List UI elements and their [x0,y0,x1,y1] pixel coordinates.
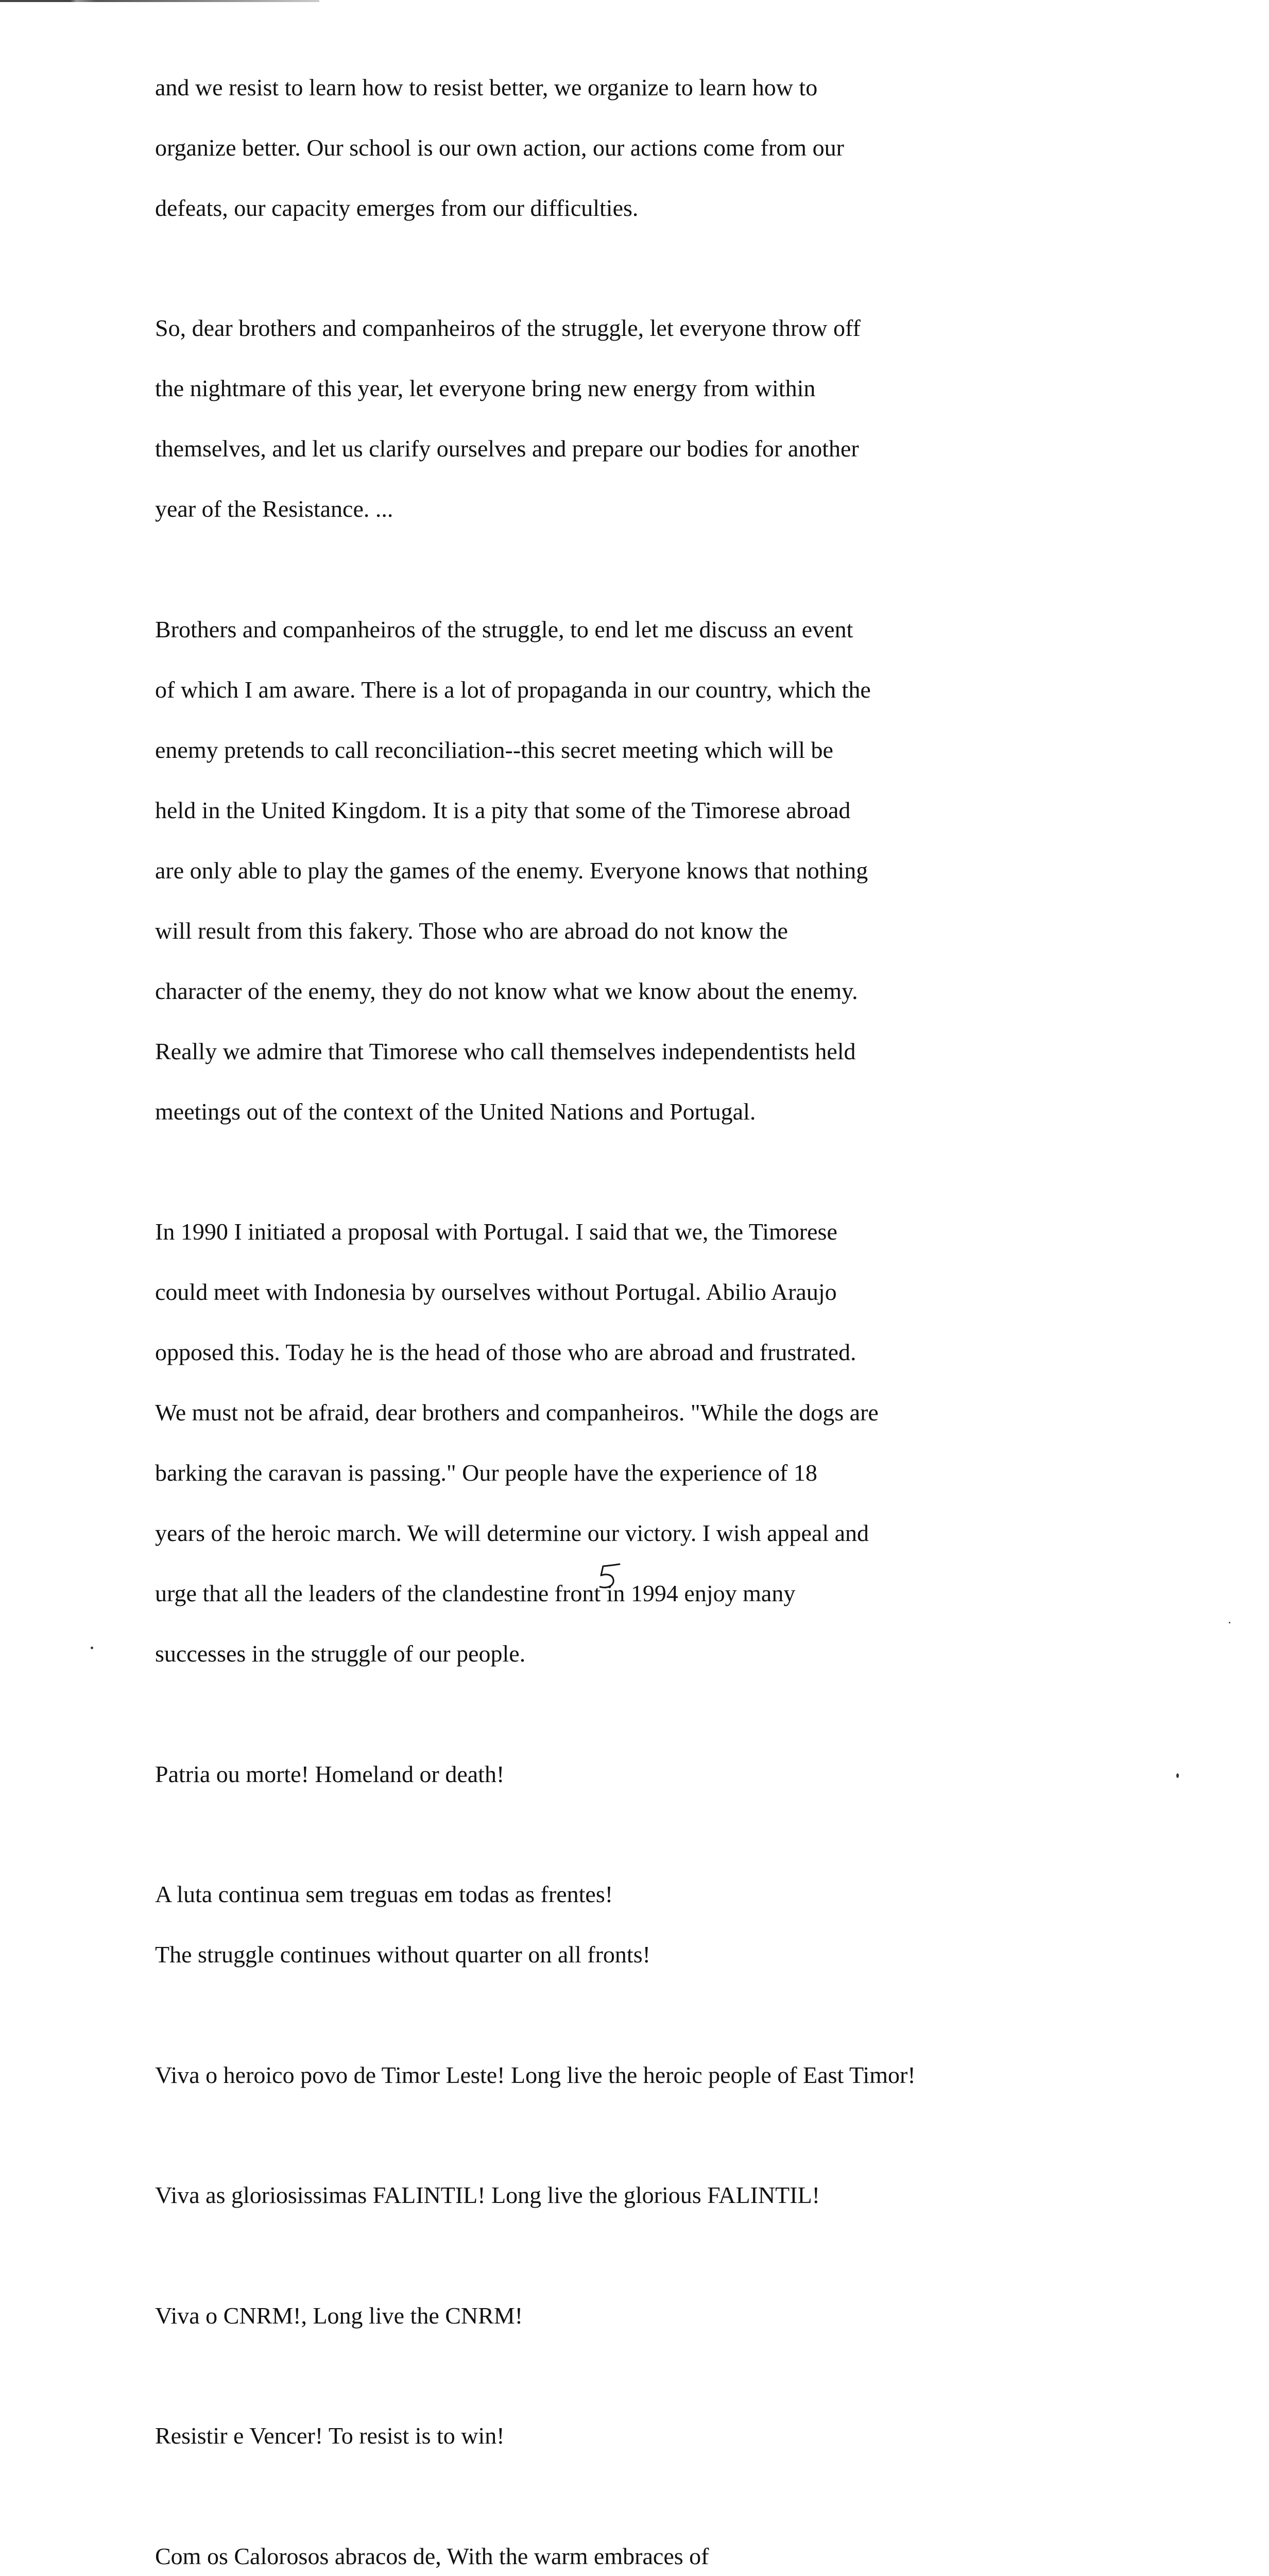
text-line: themselves, and let us clarify ourselves and prepare our bodies for another [155,435,859,462]
slogan-luta-continua [155,1850,1061,2001]
text-line: barking the caravan is passing." Our people have the experience of 18 [155,1460,817,1486]
text-line: successes in the struggle of our people. [155,1640,526,1667]
text-line: of which I am aware. There is a lot of propaganda in our country, which the [155,676,871,703]
text-line: will result from this fakery. Those who are abroad do not know the [155,917,788,944]
text-line: urge that all the leaders of the clandestine front in 1994 enjoy many [155,1580,796,1606]
closing-embraces [155,2511,1061,2576]
text-line: enemy pretends to call reconciliation--this secret meeting which will be [155,736,833,763]
paragraph-resist-learn [155,42,1061,253]
text-line: opposed this. Today he is the head of those who are abroad and frustrated. [155,1339,856,1365]
text-line: defeats, our capacity emerges from our difficulties. [155,194,639,221]
scan-speck [1176,1773,1179,1778]
scan-speck [91,1647,93,1649]
text-line: organize better. Our school is our own action, our actions come from our [155,134,844,161]
text-line: Com os Calorosos abracos de, With the warm embraces of [155,2543,709,2569]
text-line: In 1990 I initiated a proposal with Portugal. I said that we, the Timorese [155,1218,837,1245]
paragraph-proposal-1990 [155,1187,1061,1700]
slogan-patria [155,1729,1061,1820]
scan-edge-mark [0,0,319,2]
text-line: Viva o CNRM!, Long live the CNRM! [155,2302,523,2329]
text-line: Brothers and companheiros of the struggle, to end let me discuss an event [155,616,853,642]
text-line: Resistir e Vencer! To resist is to win! [155,2422,505,2449]
text-line: the nightmare of this year, let everyone bring new energy from within [155,375,816,401]
text-line: Really we admire that Timorese who call themselves independentists held [155,1038,856,1064]
slogan-viva-cnrm [155,2270,1061,2361]
text-line: are only able to play the games of the enemy. Everyone knows that nothing [155,857,868,884]
text-line: held in the United Kingdom. It is a pity that some of the Timorese abroad [155,796,851,823]
paragraph-reconciliation [155,584,1061,1157]
document-page [155,42,1061,2576]
paragraph-dear-brothers [155,283,1061,555]
text-line: character of the enemy, they do not know what we know about the enemy. [155,977,858,1004]
slogan-viva-povo [155,2030,1061,2121]
text-line: The struggle continues without quarter on all fronts! [155,1941,650,1968]
text-line: Viva as gloriosissimas FALINTIL! Long live the glorious FALINTIL! [155,2182,820,2208]
text-line: A luta continua sem treguas em todas as frentes! [155,1881,613,1907]
slogan-viva-falintil [155,2150,1061,2241]
text-line: So, dear brothers and companheiros of the struggle, let everyone throw off [155,315,861,341]
handwritten-page-number [590,1561,626,1592]
text-line: Viva o heroico povo de Timor Leste! Long live the heroic people of East Timor! [155,2061,916,2088]
text-line: We must not be afraid, dear brothers and companheiros. "While the dogs are [155,1399,879,1426]
text-line: years of the heroic march. We will determine our victory. I wish appeal and [155,1520,869,1546]
text-line: could meet with Indonesia by ourselves without Portugal. Abilio Araujo [155,1279,837,1305]
slogan-resistir [155,2391,1061,2482]
scan-speck [1229,1622,1230,1623]
text-line: meetings out of the context of the United Nations and Portugal. [155,1098,756,1125]
text-line: year of the Resistance. ... [155,496,393,522]
text-line: and we resist to learn how to resist better, we organize to learn how to [155,74,818,100]
text-line: Patria ou morte! Homeland or death! [155,1760,505,1787]
